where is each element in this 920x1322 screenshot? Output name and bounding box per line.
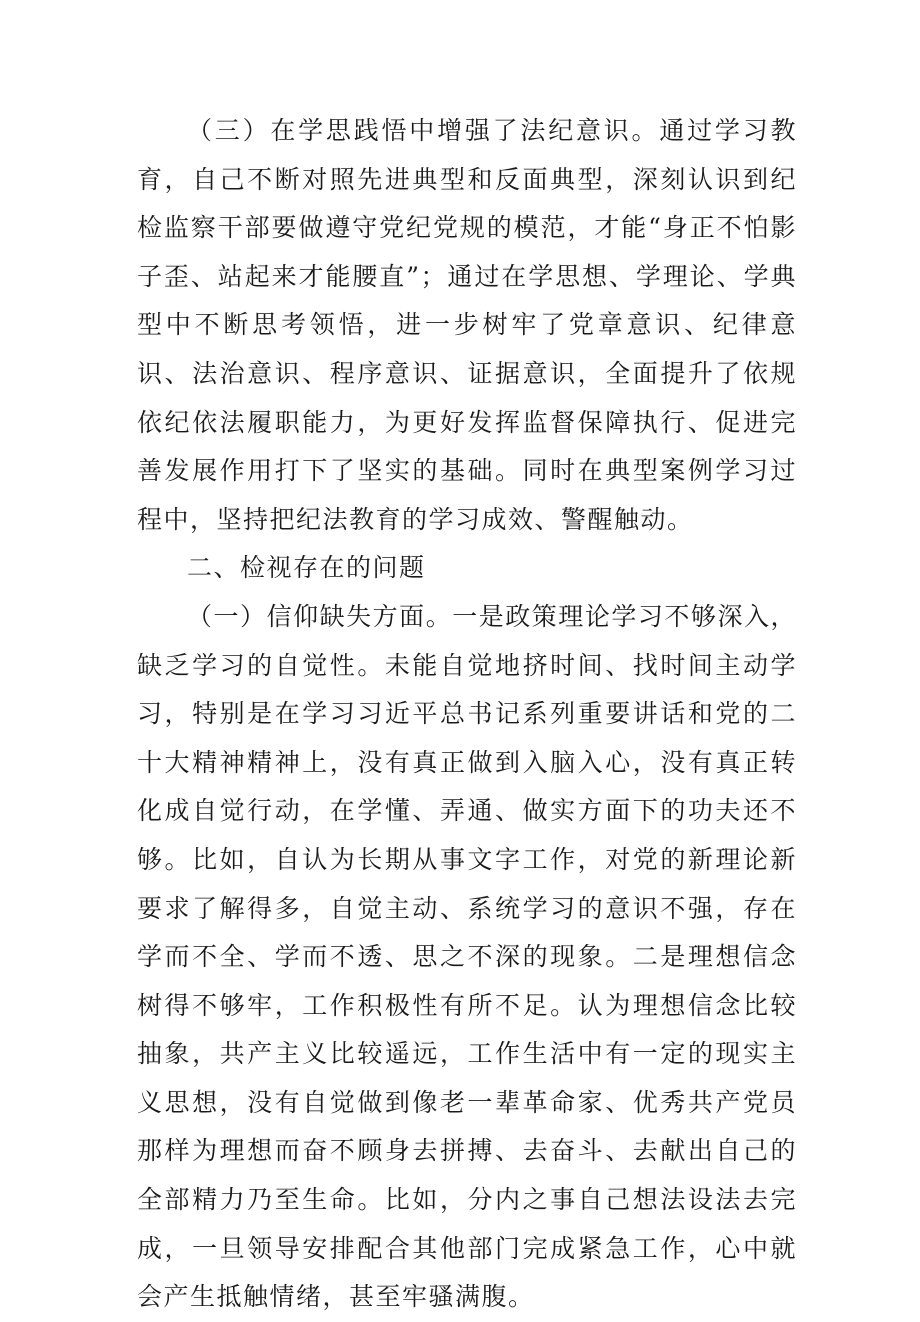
paragraph-faith-lacking: （一）信仰缺失方面。一是政策理论学习不够深入，缺乏学习的自觉性。未能自觉地挤时间、找时间主动学习，特别是在学习习近平总书记系列重要讲话和党的二十大精神精神上，没有真正做到入脑入心，没有真正转化成自觉行动，在学懂、弄通、做实方面下的功夫还不够。比如，自认为长期从事文字工作，对党的新理论新要求了解得多，自觉主动、系统学习的意识不强，存在学而不全、学而不透、思之不深的现象。二是理想信念树得不够牢，工作积极性有所不足。认为理想信念比较抽象，共产主义比较遥远，工作生活中有一定的现实主义思想，没有自觉做到像老一辈革命家、优秀共产党员那样为理想而奋不顾身去拼搏、去奋斗、去献出自己的全部精力乃至生命。比如，分内之事自己想法设法去完成，一旦领导安排配合其他部门完成紧急工作，心中就会产生抵触情绪，甚至牢骚满腹。 [137,601,797,1312]
document-body [137,107,797,1322]
section-heading-problems: 二、检视存在的问题 [187,553,426,583]
paragraph-discipline-awareness: （三）在学思践悟中增强了法纪意识。通过学习教育，自己不断对照先进典型和反面典型，深刻认识到纪检监察干部要做遵守党纪党规的模范，才能“身正不怕影子歪、站起来才能腰直”；通过在学思想、学理论、学典型中不断思考领悟，进一步树牢了党章意识、纪律意识、法治意识、程序意识、证据意识，全面提升了依规依纪依法履职能力，为更好发挥监督保障执行、促进完善发展作用打下了坚实的基础。同时在典型案例学习过程中，坚持把纪法教育的学习成效、警醒触动。 [137,116,797,534]
